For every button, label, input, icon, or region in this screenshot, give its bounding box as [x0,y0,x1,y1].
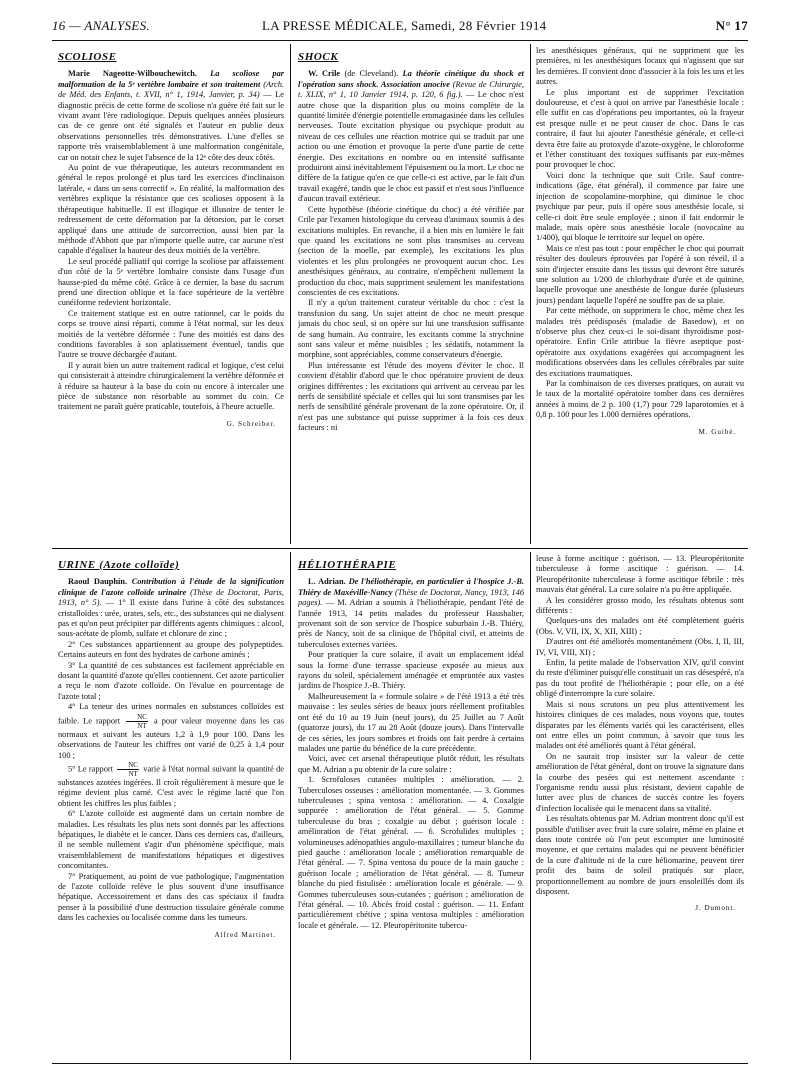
article-source: (Thèse de Doctorat, Paris, 1913, n° 5). [58,587,284,608]
paragraph-text: a pour valeur moyenne dans les cas normaux et suivant les auteurs 1,2 à 1,9 pour 100. Dans les observations de l'auteur les chiffres ont varié de 0,25 à 1,4 pour 100 ; [58,716,284,760]
nc-nt-ratio [117,761,139,778]
article-lead [58,69,284,163]
paragraph: Il y aurait bien un autre traitement radical et logique, c'est celui qui consisterait à atteindre chirurgicalement la vertèbre déformée et à réduire sa hauteur à la base du coin ou encore à intercaler une pièce de substance non résorbable au sommet du coin. Ce traitement ne paraît guère praticable, toutefois, à l'heure actuelle. [58,360,284,412]
article-author: W. Crile [308,69,341,79]
section-rule [52,548,748,549]
article-author: L. Adrian. [308,577,346,587]
paragraph: — 1° Il existe dans l'urine à côté des substances cristalloïdes : urée, urates, sels, etc., des substances qui ne dialysent pas et qu'on peut précipiter par différents agents chimiques : alcool, sous-acétate de plomb, sulfate et chlorure de zinc ; [58,598,284,639]
paragraph: Pour pratiquer la cure solaire, il avait un emplacement idéal sous la forme d'une terrasse spacieuse exposée au mieux aux rayons du soleil, spécialement aménagée et empruntée aux vastes jardins de l'hospice J.-B. Thiéry. [298,650,524,691]
paragraph-text: 5° Le rapport [68,764,113,774]
article-signature: J. Dumont. [695,904,736,913]
paragraph: Ce traitement statique est en outre rationnel, car le poids du corps se trouve ainsi réparti, comme à l'état normal, sur les deux moitiés de la vertèbre déformée : l'une des moitiés est dans des conditions favorables à son aplatissement éventuel, tandis que l'autre se trouve déchargée d'autant. [58,308,284,360]
paragraph: On ne saurait trop insister sur la valeur de cette amélioration de l'état général, dont on trouve la signature dans la courbe des pesées qui est nettement ascendante : l'organisme rendu aussi plus résistant, devient capable de lutter avec plus de chances de succès contre les foyers d'infection localisée qui le menacent dans sa vitalité. [536,751,744,813]
issue-number: N° 17 [715,18,748,33]
column-divider [530,552,531,1060]
header-rule [52,40,748,41]
article-lead [298,69,524,204]
paragraph: 6° L'azote colloïde est augmenté dans un certain nombre de maladies. Les résultats les plus nets sont donnés par les affections hépatiques, le diabète et le cancer. Dans ces derniers cas, d'ailleurs, il ne semble nullement s'agir d'un phénomène spécifique, mais vraisemblablement de manifestations hépatiques et digestives concomitantes. [58,809,284,871]
paragraph: Quelques-uns des malades ont été complètement guéris (Obs. V, VII, IX, X, XII, XIII) ; [536,616,744,636]
paragraph: Voici, avec cet arsenal thérapeutique plutôt réduit, les résultats que M. Adrian a pu obtenir de la cure solaire : [298,754,524,774]
paragraph-text: 4° La teneur des urines normales en substances colloïdes est faible. Le rapport [58,702,284,726]
paragraph: Les résultats obtenus par M. Adrian montrent donc qu'il est possible d'utiliser avec fruit la cure solaire, même en plaine et dans toute contrée où l'on peut escompter une luminosité moyenne, et que certains malades qui ne peuvent bénéficier de la cure d'altitude ni de la cure héliomarine, peuvent tirer profit des bains de soleil pratiqués sur place, proportionnellement au nombre de jours ensoleillés dont ils disposent. [536,814,744,896]
paragraph: Le seul procédé palliatif qui corrige la scoliose par affaissement d'un côté de la 5ᵉ vertèbre lombaire consiste dans l'usage d'un hausse-pied du même côté. Grâce à ce dernier, la base du sacrum prend une direction oblique et la face supérieure de la vertèbre cunéiforme redevient horizontale. [58,256,284,308]
article-signature: Alfred Martinet. [214,930,276,939]
article-source: (Revue de Chirurgie, t. XLIX, n° 1, 10 Janvier 1914, p. 120, 6 fig.). [298,79,524,100]
article-title: Contribution à l'étude de la signification clinique de l'azote colloïde urinaire [58,577,284,597]
paragraph: Malheureusement la « formule solaire » de l'été 1913 a été très mauvaise : les seules séries de beaux jours réellement profitables ont été du 10 au 19 Juin (neuf jours), du 25 Juillet au 7 Août (quatorze jours), du 17 au 28 Août (douze jours). Dans l'intervalle de ces séries, les jours sombres et froids ont fait perdre à certains malades une partie du bénéfice de la cure précédente. [298,691,524,753]
article-source: (Arch. de Méd. des Enfants, t. XVII, n° 1, 1914, Janvier, p. 34) [58,79,284,100]
article-title: La scoliose par malformation de la 5ᵉ vertèbre lombaire et son traitement [58,69,284,89]
author-place: (de Cleveland). [344,69,399,79]
paragraph: Par la combinaison de ces diverses pratiques, on aurait vu le taux de la mortalité opératoire tomber dans ces dernières années à moins de 2 p. 100 (1,7) pour 729 laparotomies et à 0,8 p. 100 pour les 1.000 dernières opérations. [536,379,744,420]
paragraph: — Le diagnostic précis de cette forme de scoliose n'a guère été fait sur le vivant avant l'ère radiologique. Depuis quelques années plusieurs cas de ce genre ont été signalés et l'auteur en publie deux observations personnelles très démonstratives. L'une d'elles se rapporte très vraisemblablement à une malformation congénitale, car on notait chez le sujet l'absence de la 12ᵉ côte des deux côtés. [58,90,284,162]
article-lead [58,577,284,639]
paragraph: 7° Pratiquement, au point de vue pathologique, l'augmentation de l'azote colloïde relève le plus souvent d'une insuffisance hépatique. Accessoirement et dans des cas spéciaux il faudra penser à la possibilité d'une destruction tissulaire générale comme dans les cachexies ou localisée comme dans les tumeurs. [58,871,284,923]
section-heading-urine: URINE (Azote colloïde) [58,559,180,571]
paragraph: 1. Scrofuloses cutanées multiples : amélioration. — 2. Tuberculoses osseuses : amélioration momentanée. — 3. Gommes tuberculeuses ; spina ventosa : amélioration. — 4. Coxalgie suppurée : amélioration de l'état général. — 5. Gomme tuberculeuse du bras ; coxalgie au début ; guérison locale : amélioration de l'état général. — 6. Scrofulides multiples ; volumineuses adénopathies angulo-maxillaires ; tumeur blanche du pied gauche : amélioration locale ; amélioration remarquable de l'état général. — 7. Spina ventosa du pouce de la main gauche : guérison locale ; amélioration de l'état général. — 8. Tumeur blanche du pied fistulisée : amélioration locale et générale. — 9. Gommes tuberculeuses sous-cutanées ; guérison ; amélioration de l'état général. — 10. Abcès froid costal : guérison. — 11. Enfant particulièrement chétive ; spina ventosa multiples : amélioration locale et générale. — 12. Pleuropéritonite tubercu- [298,775,524,930]
nc-nt-ratio [126,713,148,730]
paragraph: Le plus important est de supprimer l'excitation douloureuse, et c'est à quoi on arrive par l'anesthésie locale : elle suffit en cas d'opérations peu importantes, où la frayeur est presque nulle et ne peut causer de choc. Dans le cas contraire, il faut lui ajouter l'anesthésie générale, et celle-ci devra être faite au protoxyde d'azote-oxygène, le chloroforme et l'éther constituant des toxiques suffisants par eux-mêmes pour provoquer le choc. [536,87,744,170]
paragraph [58,761,284,809]
article-scoliose [58,50,284,542]
article-urine [58,558,284,1058]
section-heading-heliotherapie: HÉLIOTHÉRAPIE [298,559,397,571]
paragraph: 3° La quantité de ces substances est facilement appréciable en dosant la quantité d'azote qu'elles contiennent. Cet azote particulier a reçu le nom d'azote colloïde. On l'évalue en pourcentage de l'azote total ; [58,660,284,701]
paragraph: Plus intéressante est l'étude des moyens d'éviter le choc. Il convient d'établir d'abord que le choc opératoire provient de deux origines différentes : les excitations qui arrivent au cerveau par les nerfs de sensibilité spéciale et celles qui lui sont transmises par les nerfs de sensibilité générale provenant de la zone opératoire. Or, il n'est pas une substance qui puisse supprimer à la fois ces deux facteurs : ni [298,360,524,433]
article-signature: G. Schreiber. [226,419,276,428]
section-heading-scoliose: SCOLIOSE [58,51,117,63]
paragraph-text: varie à l'état normal suivant la quantité de substances azotées ingérées. Il croît régulièrement à mesure que le régime devient plus carné. C'est avec le régime lacté que l'on obtient les chiffres les plus faibles ; [58,764,284,808]
column-divider [530,44,531,544]
footer-rule [52,1063,748,1064]
article-title: La théorie cinétique du shock et l'opération sans shock. Association anocive [298,69,524,89]
running-head [52,18,748,36]
paragraph: leuse à forme ascitique : guérison. — 13. Pleuropéritonite tuberculeuse à forme ascitique : guérison. — 14. Pleuropéritonite tuberculeuse à forme ascitique fébrile : très mauvais état général. La cure solaire n'a pu être appliquée. [536,554,744,595]
article-shock-continued [536,46,744,542]
paragraph: A les considérer grosso modo, les résultats obtenus sont différents : [536,595,744,616]
ratio-numerator: NC [126,713,148,722]
paragraph: Enfin, la petite malade de l'observation XIV, qu'il convint du reste d'éliminer puisqu'elle constituait un cas désespéré, n'a pas du tout profité de l'héliothérapie ; pour elle, on a été obligé d'interrompre la cure solaire. [536,658,744,699]
article-source: (Thèse de Doctorat, Nancy, 1913, 146 pages). [298,587,524,608]
article-heliotherapie-continued [536,554,744,1058]
paragraph: 2° Ces substances appartiennent au groupe des polypeptides. Certains auteurs en font des hydrates de carbone aminés ; [58,639,284,660]
publication-title-date: LA PRESSE MÉDICALE, Samedi, 28 Février 1914 [262,18,547,33]
column-divider [290,44,291,544]
paragraph: Mais ce n'est pas tout : pour empêcher le choc qui pourrait résulter des douleurs éprouvées par l'opéré à son réveil, il a soin d'injecter ensuite dans les tissus qui devront être suturés une solution au 1/200 de chlorhydrate d'urée et de quinine, laquelle provoque une anesthésie de longue durée (plusieurs jours) pendant laquelle l'opéré ne souffre pas de sa plaie. [536,243,744,305]
article-lead [298,577,524,650]
paragraph: Il n'y a qu'un traitement curateur véritable du choc : c'est la transfusion du sang. Un sujet atteint de choc ne meurt presque jamais du choc seul, si on opère sur lui une transfusion suffisante de sang humain. Au contraire, les excitants comme la strychnine sont sans valeur et même nuisibles ; les sédatifs, notamment la morphine, sont appréciables, comme conservateurs d'énergie. [298,298,524,360]
ratio-numerator: NC [117,761,139,770]
article-heliotherapie [298,558,524,1058]
paragraph: Voici donc la technique que suit Crile. Sauf contre-indications (âge, état général), il commence par faire une injection de scopolamine-morphine, qui diminue le choc psychique par peur, puis il opère sous anesthésie locale, si celle-ci doit être seule employée ; sinon il fait endormir le malade, mais opère sous anesthésie locale (novocaïne au 1/400), qui bloque le territoire sur lequel on opère. [536,170,744,243]
paragraph: — M. Adrian a soumis à l'héliothérapie, pendant l'été de l'année 1913, 14 petits malades du professeur Haushalter, provenant soit de son service de l'hospice suburbain J.-B. Thiéry, près de Nancy, soit de sa clinique de l'hôpital civil, et atteints de tuberculoses externes variées. [298,598,524,649]
ratio-denominator: NT [137,721,147,730]
article-signature: M. Guibé. [698,427,736,436]
page-number-section: 16 — ANALYSES. [52,18,150,33]
paragraph: Au point de vue thérapeutique, les auteurs recommandent en général le repos prolongé et plus tard les exercices d'inclinaison latérale, « dans un sens correctif ». En réalité, la malformation des vertèbres explique la résistance que ces scolioses opposent à la thérapeutique habituelle. Il est illogique et illusoire de tenter le redressement de cette déformation par la détorsion, par le corset appliqué dans une attitude de surcorrection, aussi bien par la méthode d'Abbott que par n'importe quelle autre, car aucune n'est capable d'égaliser la hauteur des deux moitiés de la vertèbre. [58,163,284,256]
paragraph [58,702,284,761]
article-author: Marie Nageotte-Wilbouchewitch. [68,69,198,79]
article-shock [298,50,524,542]
article-title: De l'héliothérapie, en particulier à l'hospice J.-B. Thiéry de Maxéville-Nancy [298,577,524,597]
paragraph: D'autres ont été améliorés momentanément (Obs. I, II, III, IV, VI, VIII, XI) ; [536,637,744,657]
paragraph: Par cette méthode, on supprimera le choc, même chez les malades très prédisposés (maladie de Basedow), et on n'observe plus chez ceux-ci le soi-disant thyroïdisme post-opératoire. Enfin Crile attribue la fièvre aseptique post-opératoire aux oxydations exagérées qui accompagnent les modifications observées dans les cellules cérébrales par suite des excitations traumatiques. [536,306,744,378]
paragraph: — Le choc n'est autre chose que la disparition plus ou moins complète de la quantité limitée d'énergie potentielle emmagasinée dans les cellules nerveuses. Toute excitation physique ou psychique produit au niveau de ces cellules une réaction motrice qui se traduit par une action ou une émotion et provoque la perte d'une partie de cette énergie. Des excitations en nombre ou en intensité suffisante produiront ainsi inévitablement l'épuisement ou la mort. Le choc ne diffère de la fatigue qu'en ce que celle-ci est active, par le fait d'un travail exagéré, tandis que le choc est passif et n'est sous l'influence d'aucun travail extérieur. [298,90,524,204]
paragraph: Mais si nous scrutons un peu plus attentivement les histoires cliniques de ces malades, nous voyons que, toutes disparates par les éléments variés qui les caractérisent, elles ont entre elles un point commun, à savoir que tous les malades ont été améliorés quant à l'état général. [536,699,744,751]
ratio-denominator: NT [128,769,138,778]
column-divider [290,552,291,1060]
section-heading-shock: SHOCK [298,51,339,63]
article-author: Raoul Dauphin. [68,577,128,587]
paragraph: Cette hypothèse (théorie cinétique du choc) a été vérifiée par Crile par l'examen histologique du cerveau d'animaux soumis à des excitations multiples. En revanche, il a bien mis en lumière le fait que quand les excitations ne sont plus transmises au cerveau (section de la moelle, par exemple), les excitations les plus violentes et les plus prolongées ne provoquent aucun choc. Les anesthésiques généraux, au contraire, n'empêchent nullement la production du choc, mais suppriment seulement les manifestations conscientes de ces excitations. [298,204,524,297]
paragraph: les anesthésiques généraux, qui ne suppriment que les premières, ni les anesthésiques locaux qui n'agissent que sur les dernières. Il convient donc d'associer à la fois les uns et les autres. [536,46,744,87]
